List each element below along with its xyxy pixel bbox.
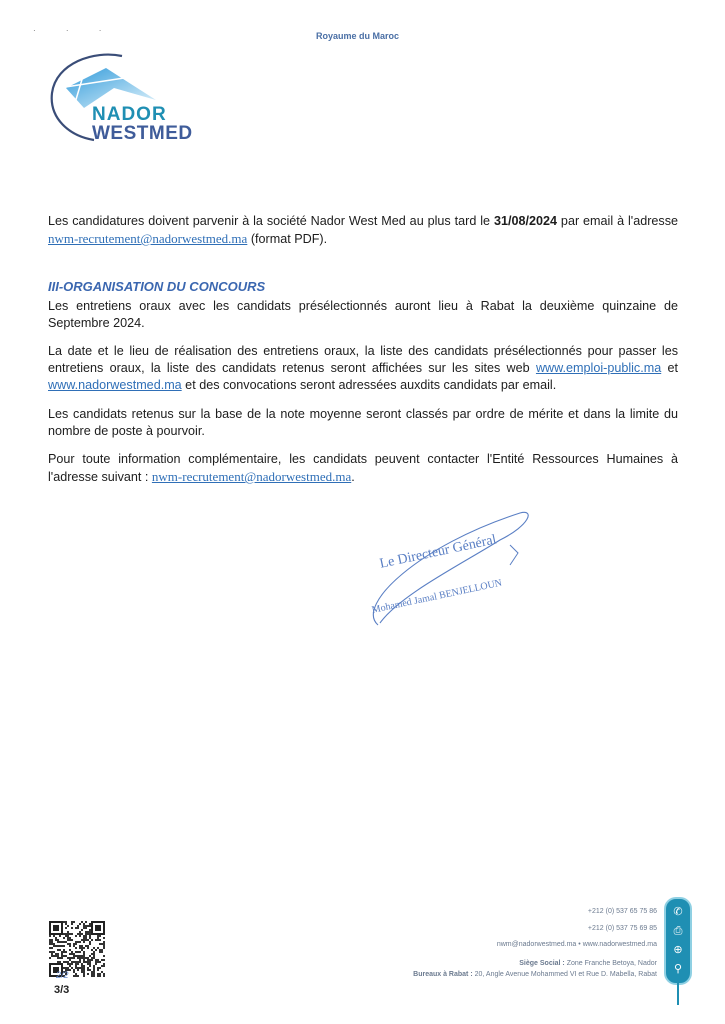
text: (format PDF). xyxy=(247,232,328,246)
company-logo xyxy=(44,48,234,148)
signature-title: Le Directeur Général xyxy=(378,532,498,572)
paragraph-publication xyxy=(48,343,678,394)
scan-marks: · · · xyxy=(33,26,116,35)
page-number: 3/3 xyxy=(54,984,70,996)
stamp-page-number: 2/2 xyxy=(56,970,69,980)
deadline-date: 31/08/2024 xyxy=(493,214,558,228)
text: Les entretiens oraux avec les candidats présélectionnés auront lieu à Rabat la deuxième quinzaine de Septembre 2024. xyxy=(48,299,678,330)
text: . xyxy=(351,470,355,484)
footer-web xyxy=(413,939,657,956)
paragraph-contact xyxy=(48,451,678,486)
footer-contact xyxy=(413,906,657,980)
section-title: III-ORGANISATION DU CONCOURS xyxy=(48,279,266,294)
country-text: Royaume du Maroc xyxy=(315,31,400,41)
globe-icon: ⊕ xyxy=(673,944,683,956)
text: par email à l'adresse xyxy=(557,214,678,228)
footer-icon-bar xyxy=(664,897,692,985)
phone-icon: ✆ xyxy=(673,906,683,918)
logo-graphic xyxy=(44,48,234,148)
text: Les candidatures doivent parvenir à la société Nador West Med au plus tard le xyxy=(48,214,494,228)
paragraph-ranking xyxy=(48,406,678,440)
paragraph-deadline xyxy=(48,213,678,248)
location-pin-icon: ⚲ xyxy=(673,963,683,975)
footer-email: nwm@nadorwestmed.ma xyxy=(496,941,577,948)
footer-address xyxy=(413,958,657,980)
footer-phone: +212 (0) 537 65 75 86 xyxy=(587,908,657,915)
emploi-public-link[interactable]: www.emploi-public.ma xyxy=(535,361,662,375)
nadorwestmed-link[interactable]: www.nadorwestmed.ma xyxy=(48,378,182,392)
signature-block xyxy=(360,505,550,630)
text: et xyxy=(661,361,678,375)
text: Les candidats retenus sur la base de la note moyenne seront classés par ordre de mérite et dans la limite du nombre de poste à pourvoir. xyxy=(48,407,678,438)
text: Pour toute information complémentaire, les candidats peuvent contacter l'Entité Ressources Humaines à l'adresse suivant : xyxy=(48,452,678,484)
logo-text-nador: NADOR xyxy=(92,104,167,125)
signature-name: Mohamed Jamal BENJELLOUN xyxy=(370,577,504,616)
paragraph-interviews xyxy=(48,298,678,332)
siege-label: Siège Social : xyxy=(519,959,565,967)
bureaux-label: Bureaux à Rabat : xyxy=(413,970,473,978)
printer-icon: ⎙ xyxy=(673,925,683,937)
footer-icon-bar-stem xyxy=(677,983,679,1005)
country-header xyxy=(0,31,725,41)
siege-address: Zone Franche Betoya, Nador xyxy=(564,959,657,967)
text: et des convocations seront adressées auxdits candidats par email. xyxy=(181,378,557,392)
email-link[interactable]: nwm-recrutement@nadorwestmed.ma xyxy=(48,231,248,246)
text: La date et le lieu de réalisation des entretiens oraux, la liste des candidats présélectionnés pour passer les entretiens oraux, la liste des candidats retenus seront affichées sur les sites web xyxy=(48,344,678,375)
footer-fax: +212 (0) 537 75 69 85 xyxy=(587,924,657,932)
bureaux-address: 20, Angle Avenue Mohammed VI et Rue D. Mabella, Rabat xyxy=(472,970,657,978)
separator: • xyxy=(578,941,581,948)
contact-email-link[interactable]: nwm-recrutement@nadorwestmed.ma xyxy=(151,469,352,484)
qr-code xyxy=(49,921,105,977)
logo-text-westmed: WESTMED xyxy=(92,123,193,144)
footer-website: www.nadorwestmed.ma xyxy=(582,941,657,948)
